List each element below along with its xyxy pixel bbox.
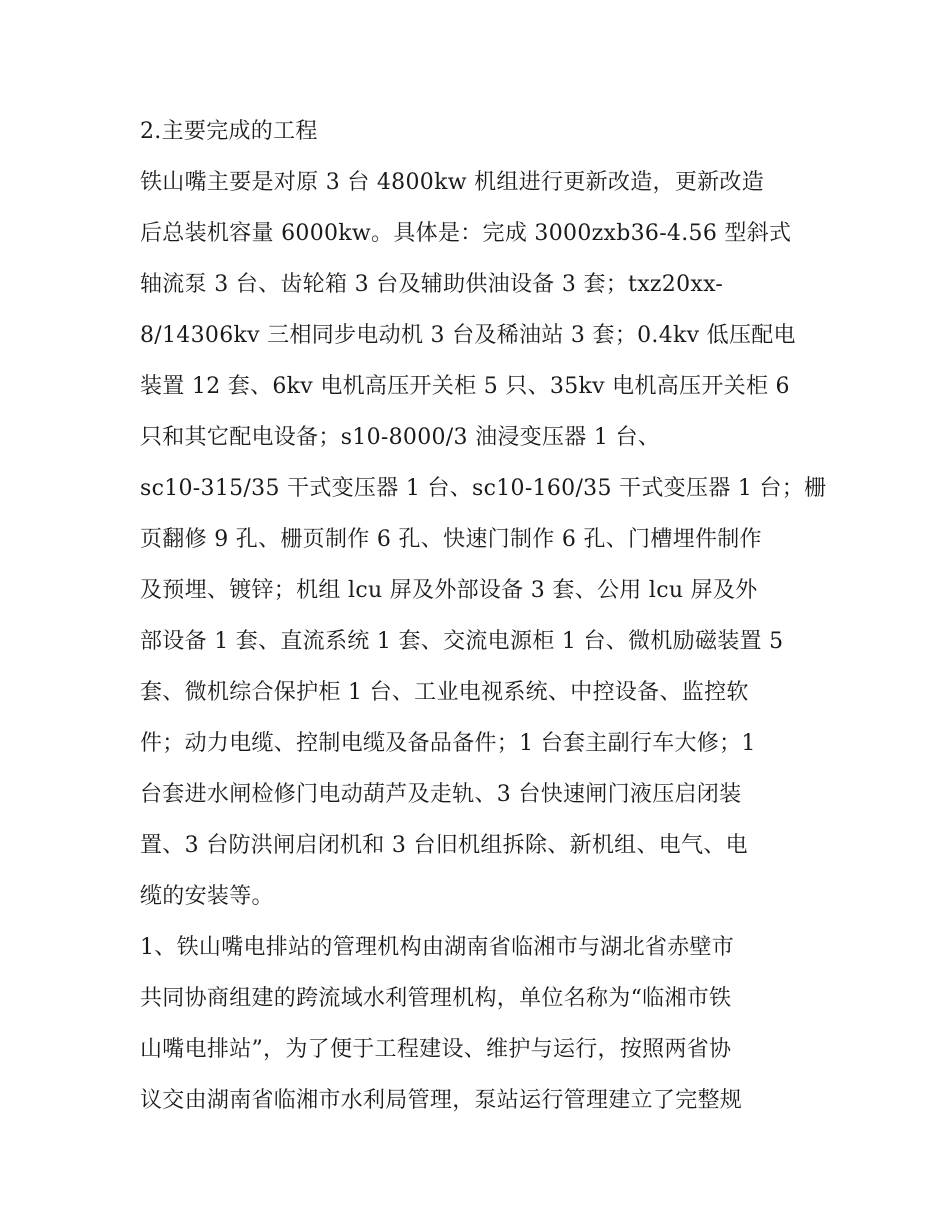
paragraph-line: 共同协商组建的跨流域水利管理机构，单位名称为“临湘市铁 [140,986,732,1011]
paragraph-line: 议交由湖南省临湘市水利局管理，泵站运行管理建立了完整规 [140,1088,743,1113]
paragraph-line: 只和其它配电设备；s10-8000/3 油浸变压器 1 台、 [140,425,661,450]
paragraph-line: 套、微机综合保护柜 1 台、工业电视系统、中控设备、监控软 [140,680,749,705]
paragraph-line: 8/14306kv 三相同步电动机 3 台及稀油站 3 套；0.4kv 低压配电 [140,323,796,348]
paragraph-line: 铁山嘴主要是对原 3 台 4800kw 机组进行更新改造，更新改造 [140,170,765,195]
paragraph-line: 缆的安装等。 [140,884,274,909]
paragraph-line: sc10-315/35 干式变压器 1 台、sc10-160/35 干式变压器 1 台；栅 [140,476,827,501]
paragraph-line: 装置 12 套、6kv 电机高压开关柜 5 只、35kv 电机高压开关柜 6 [140,374,790,399]
paragraph-line: 轴流泵 3 台、齿轮箱 3 台及辅助供油设备 3 套；txz20xx- [140,272,724,297]
paragraph-line: 山嘴电排站”，为了便于工程建设、维护与运行，按照两省协 [140,1037,732,1062]
paragraph-line: 件；动力电缆、控制电缆及备品备件；1 台套主副行车大修；1 [140,731,756,756]
paragraph-management [140,922,830,1126]
paragraph-line: 后总装机容量 6000kw。具体是：完成 3000zxb36-4.56 型斜式 [140,221,792,246]
paragraph-line: 台套进水闸检修门电动葫芦及走轨、3 台快速闸门液压启闭装 [140,782,742,807]
paragraph-line: 部设备 1 套、直流系统 1 套、交流电源柜 1 台、微机励磁装置 5 [140,629,784,654]
paragraph-line: 置、3 台防洪闸启闭机和 3 台旧机组拆除、新机组、电气、电 [140,833,748,858]
paragraph-line: 及预埋、镀锌；机组 lcu 屏及外部设备 3 套、公用 lcu 屏及外 [140,578,758,603]
document-body [140,106,830,1126]
paragraph-line: 页翻修 9 孔、栅页制作 6 孔、快速门制作 6 孔、门槽埋件制作 [140,527,762,552]
paragraph-line: 1、铁山嘴电排站的管理机构由湖南省临湘市与湖北省赤壁市 [140,935,735,960]
paragraph-equipment [140,157,830,922]
section-heading: 2.主要完成的工程 [140,119,318,144]
